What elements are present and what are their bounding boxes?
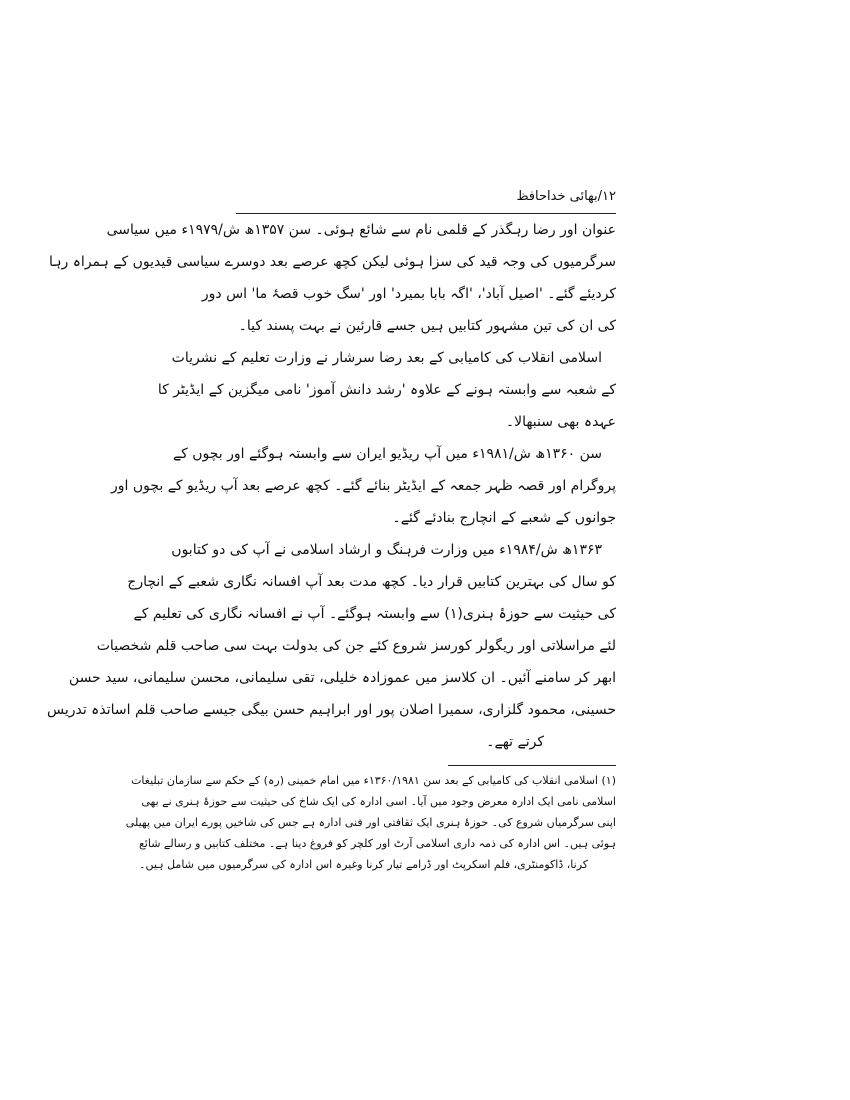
running-header: ۱۲/بھائی خداحافظ: [516, 189, 616, 204]
text-line: اسلامی انقلاب کی کامیابی کے بعد رضا سرشار نے وزارت تعلیم کے نشریات: [171, 350, 602, 366]
footnote: [125, 770, 616, 875]
text-line: کو سال کی بہترین کتابیں قرار دیا۔ کچھ مدت بعد آپ افسانہ نگاری شعبے کے انچارج: [127, 574, 616, 590]
footnote-rule: [448, 765, 616, 766]
text-line: حسینی، محمود گلزاری، سمیرا اصلان پور اور ابراہیم حسن بیگی جیسے صاحب قلم اساتذہ تدریس: [46, 702, 616, 718]
text-line: کی حیثیت سے حوزۂ ہنری(۱) سے وابستہ ہوگئے۔ آپ نے افسانہ نگاری کی تعلیم کے: [133, 606, 616, 622]
text-line: کی ان کی تین مشہور کتابیں ہیں جسے قارئین نے بہت پسند کیا۔: [238, 318, 616, 334]
text-line: کے شعبہ سے وابستہ ہونے کے علاوہ 'رشد دانش آموز' نامی میگزین کے ایڈیٹر کا: [157, 382, 616, 398]
text-line: عنوان اور رضا رہگذر کے قلمی نام سے شائع ہوئی۔ سن ۱۳۵۷ھ ش/۱۹۷۹ء میں سیاسی: [106, 222, 616, 238]
text-line: کرتے تھے۔: [486, 734, 544, 750]
text-line: سرگرمیوں کی وجہ قید کی سزا ہوئی لیکن کچھ عرصے بعد دوسرے سیاسی قیدیوں کے ہمراہ رہا: [49, 254, 616, 270]
footnote-line: (۱) اسلامی انقلاب کی کامیابی کے بعد سن ۱۳۶۰/۱۹۸۱ء میں امام خمینی (رہ) کے حکم سے سازمان تبلیغات: [131, 774, 616, 787]
text-line: عہدہ بھی سنبھالا۔: [505, 414, 616, 430]
footnote-line: اسلامی نامی ایک ادارہ معرض وجود میں آیا۔ اسی ادارہ کی ایک شاخ کی حیثیت سے حوزۂ ہنری نے بھی: [141, 795, 616, 808]
footnote-line: ہوئی ہیں۔ اس ادارہ کی ذمہ داری اسلامی آرٹ اور کلچر کو فروغ دینا ہے۔ مختلف کتابیں و رسالے شائع: [138, 837, 616, 850]
text-line: سن ۱۳۶۰ھ ش/۱۹۸۱ء میں آپ ریڈیو ایران سے وابستہ ہوگئے اور بچوں کے: [172, 446, 602, 462]
footnote-line: اپنی سرگرمیاں شروع کی۔ حوزۂ ہنری ایک ثقافتی اور فنی ادارہ ہے جس کی شاخیں پورے ایران میں پھیلی: [125, 816, 616, 829]
footnote-line: کرنا، ڈاکومنٹری، فلم اسکرپٹ اور ڈرامے تیار کرنا وغیرہ اس ادارہ کی سرگرمیوں میں شامل ہیں۔: [139, 858, 588, 871]
text-line: جوانوں کے شعبے کے انچارج بنادئے گئے۔: [392, 510, 616, 526]
text-line: ۱۳۶۳ھ ش/۱۹۸۴ء میں وزارت فرہنگ و ارشاد اسلامی نے آپ کی دو کتابوں: [171, 542, 602, 558]
body-text: [46, 214, 616, 758]
text-line: لئے مراسلاتی اور ریگولر کورسز شروع کئے جن کی بدولت بہت سی صاحب قلم شخصیات: [96, 638, 616, 654]
text-line: کردیئے گئے۔ 'اصیل آباد'، 'اگہ بابا بمیرد' اور 'سگ خوب قصۂ ما' اس دور: [201, 286, 616, 302]
text-line: ابھر کر سامنے آئیں۔ ان کلاسز میں عموزادہ خلیلی، تقی سلیمانی، محسن سلیمانی، سید حسن: [68, 670, 616, 686]
text-line: پروگرام اور قصہ ظہر جمعہ کے ایڈیٹر بنائے گئے۔ کچھ عرصے بعد آپ ریڈیو کے بچوں اور: [110, 478, 616, 494]
